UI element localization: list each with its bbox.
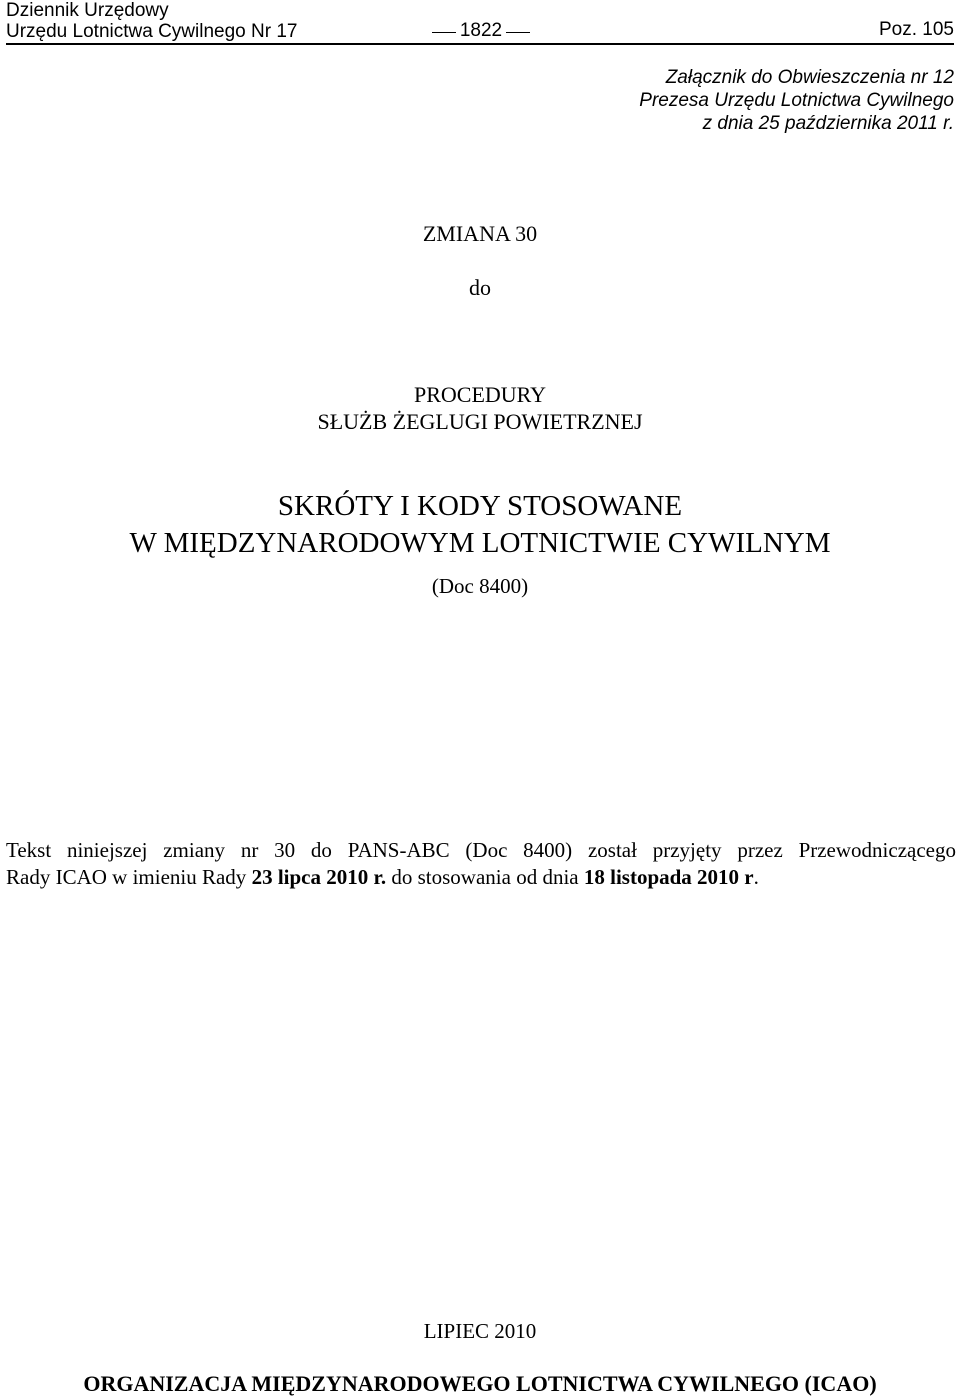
publication-date: LIPIEC 2010 (423, 1319, 537, 1343)
amendment-to: do (469, 275, 491, 300)
page-number-dash-left (432, 32, 456, 33)
document-title-line2: W MIĘDZYNARODOWYM LOTNICTWIE CYWILNYM (129, 527, 831, 559)
procedures-title-line1: PROCEDURY (413, 382, 547, 407)
amendment-title: ZMIANA 30 (422, 221, 538, 246)
statement-text-a: Rady ICAO w imieniu Rady (6, 865, 252, 889)
annex-line3: z dnia 25 października 2011 r. (702, 113, 954, 134)
statement-text-end: . (753, 865, 759, 889)
journal-title-line2: Urzędu Lotnictwa Cywilnego Nr 17 (6, 21, 298, 42)
annex-line1: Załącznik do Obwieszczenia nr 12 (665, 67, 954, 88)
applicability-date: 18 listopada 2010 r (583, 865, 754, 889)
journal-title (6, 0, 297, 42)
journal-title-line1: Dziennik Urzędowy (6, 0, 169, 21)
procedures-title-line2: SŁUŻB ŻEGLUGI POWIETRZNEJ (317, 409, 643, 434)
annex-note (639, 66, 954, 135)
position-number: Poz. 105 (879, 19, 954, 40)
adoption-statement-line1: Tekst niniejszej zmiany nr 30 do PANS-ABC (Doc 8400) został przyjęty przez Przewodniczącego (6, 838, 956, 862)
header-divider (6, 43, 954, 45)
page-number: 1822 (459, 20, 503, 41)
adoption-statement-line2 (6, 864, 956, 891)
statement-text-b: do stosowania od dnia (386, 865, 584, 889)
adoption-date: 23 lipca 2010 r. (251, 865, 387, 889)
page-number-dash-right (506, 32, 530, 33)
annex-line2: Prezesa Urzędu Lotnictwa Cywilnego (639, 90, 954, 111)
page-number-block (432, 20, 530, 42)
adoption-statement (6, 837, 956, 891)
document-number: (Doc 8400) (431, 574, 529, 598)
organization-name: ORGANIZACJA MIĘDZYNARODOWEGO LOTNICTWA CYWILNEGO (ICAO) (83, 1371, 877, 1396)
document-title-line1: SKRÓTY I KODY STOSOWANE (277, 490, 683, 522)
